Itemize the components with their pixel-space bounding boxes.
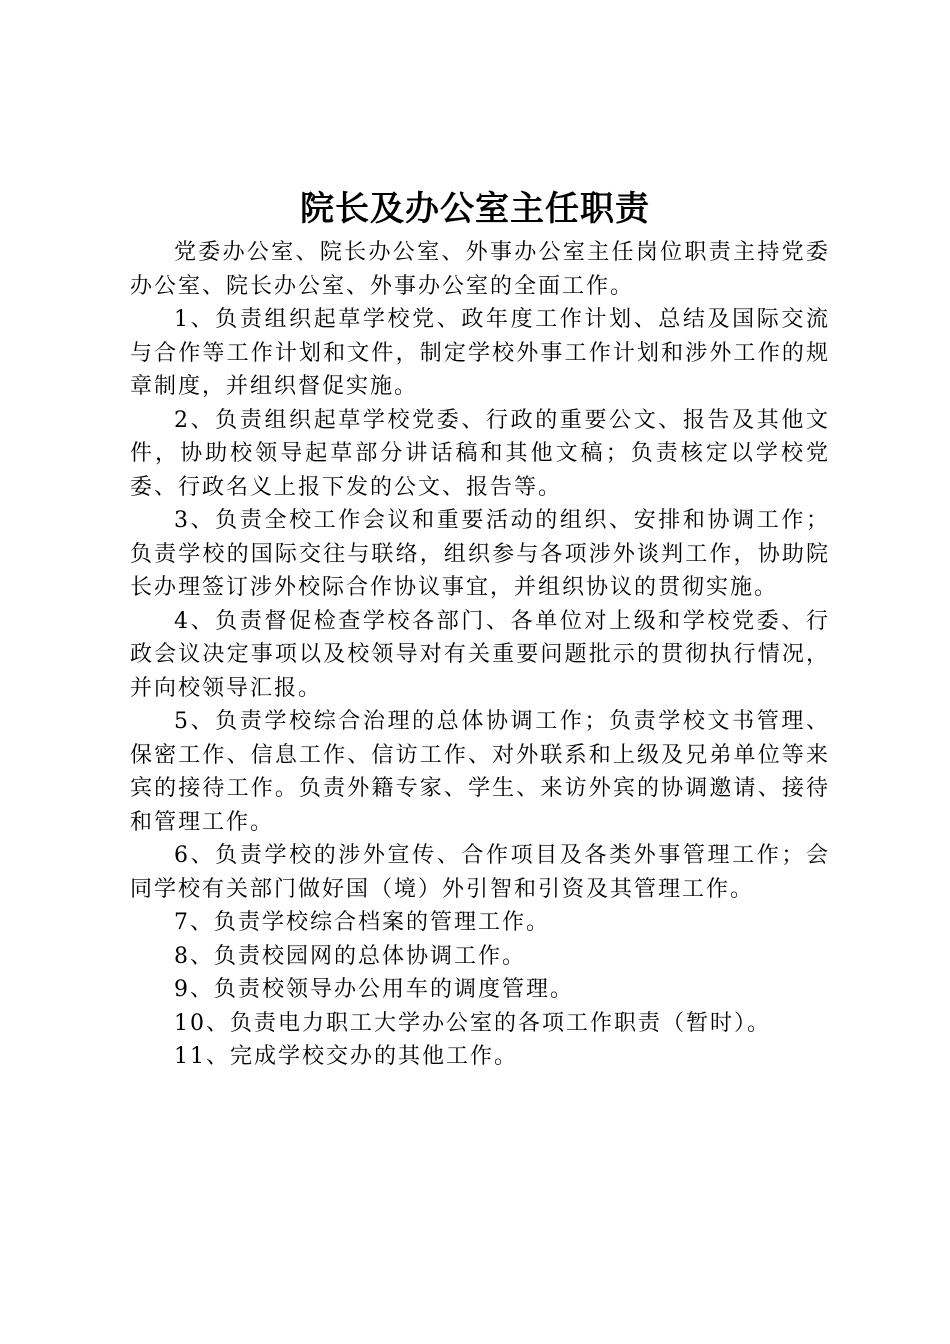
paragraph-item-1: 1、负责组织起草学校党、政年度工作计划、总结及国际交流与合作等工作计划和文件，制定学校外事工作计划和涉外工作的规章制度，并组织督促实施。: [130, 307, 830, 399]
paragraph-item-5: 5、负责学校综合治理的总体协调工作；负责学校文书管理、保密工作、信息工作、信访工作、对外联系和上级及兄弟单位等来宾的接待工作。负责外籍专家、学生、来访外宾的协调邀请、接待和管理工作。: [130, 709, 830, 835]
paragraph-item-3: 3、负责全校工作会议和重要活动的组织、安排和协调工作；负责学校的国际交往与联络，组织参与各项涉外谈判工作，协助院长办理签订涉外校际合作协议事宜，并组织协议的贯彻实施。: [130, 508, 830, 600]
paragraph-item-9: 9、负责校领导办公用车的调度管理。: [174, 977, 574, 1002]
paragraph-item-8: 8、负责校园网的总体协调工作。: [174, 943, 526, 969]
paragraph-item-11: 11、完成学校交办的其他工作。: [174, 1044, 518, 1069]
paragraph-item-7: 7、负责学校综合档案的管理工作。: [174, 910, 550, 935]
document-title: 院长及办公室主任职责: [300, 189, 650, 229]
document-body: [130, 236, 830, 1074]
paragraph-intro: 党委办公室、院长办公室、外事办公室主任岗位职责主持党委办公室、院长办公室、外事办公室的全面工作。: [130, 240, 830, 299]
paragraph-item-6: 6、负责学校的涉外宣传、合作项目及各类外事管理工作；会同学校有关部门做好国（境）外引智和引资及其管理工作。: [130, 843, 830, 902]
paragraph-item-2: 2、负责组织起草学校党委、行政的重要公文、报告及其他文件，协助校领导起草部分讲话稿和其他文稿；负责核定以学校党委、行政名义上报下发的公文、报告等。: [130, 407, 830, 500]
paragraph-item-4: 4、负责督促检查学校各部门、各单位对上级和学校党委、行政会议决定事项以及校领导对有关重要问题批示的贯彻执行情况，并向校领导汇报。: [130, 608, 830, 701]
paragraph-item-10: 10、负责电力职工大学办公室的各项工作职责（暂时）。: [174, 1010, 771, 1036]
